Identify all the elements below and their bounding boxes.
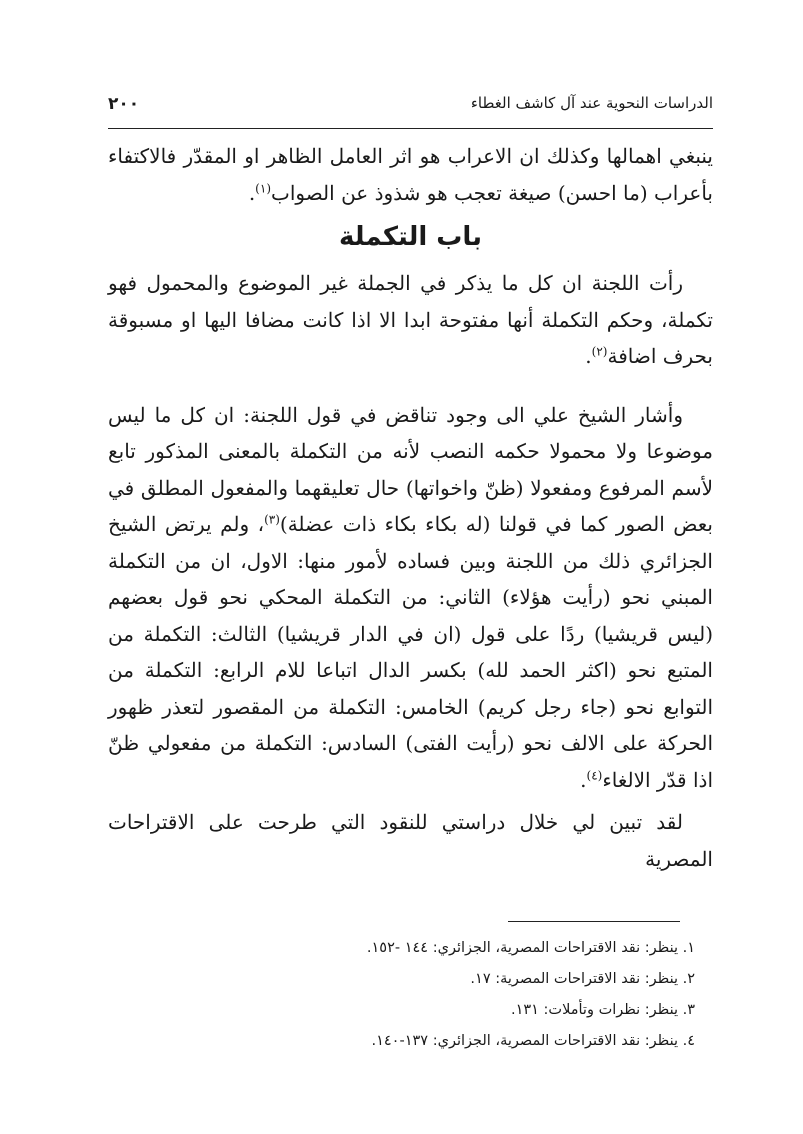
header-rule [108,128,713,129]
paragraph-3-text-b: ، ولم يرتض الشيخ الجزائري ذلك من اللجنة وبين فساده لأمور منها: الاول، ان من التكملة المبني نحو (رأيت هؤلاء) الثاني: من التكملة المحكي نحو قول بعضهم (ليس قريشيا) ردًا على قول (ان في الدار قريشيا) الثالث: التكملة من المتبع نحو (اكثر الحمد لله) بكسر الدال اتباعا للام الرابع: التكملة من التوابع نحو (جاء رجل كريم) الخامس: التكملة من المقصور لتعذر ظهور الحركة على الالف نحو (رأيت الفتى) السادس: التكملة من مفعولي ظنّ اذا قدّر الالغاء [108,512,713,792]
footnote-ref-2: (٢) [591,344,608,359]
body-text [108,138,713,877]
footnote-ref-3: (٣) [264,512,280,527]
paragraph-gap [108,375,713,397]
page-number: ٢٠٠ [108,94,140,114]
paragraph-2-text: رأت اللجنة ان كل ما يذكر في الجملة غير الموضوع والمحمول فهو تكملة، وحكم التكملة أنها مفتوحة ابدا الا اذا كانت مضافا اليها او مسبوقة بحرف اضافة [108,271,713,368]
paragraph-1-end: . [248,180,256,205]
footnote-2: ٢. ينظر: نقد الاقتراحات المصرية: ١٧. [470,971,695,987]
footnote-ref-4: (٤) [586,767,603,782]
paragraph-3 [108,397,713,799]
page-header [108,92,713,122]
paragraph-3-text-a: وأشار الشيخ علي الى وجود تناقض في قول اللجنة: ان كل ما ليس موضوعا ولا محمولا حكمه النصب لأنه من التكملة بالمعنى المذكور تابع لأسم المرفوع ومفعولا (ظنّ واخواتها) حال تعليقهما والمفعول المطلق في بعض الصور كما في قولنا (له بكاء بكاء ذات عضلة) [108,402,714,536]
paragraph-3-end: . [580,767,587,792]
section-heading: باب التكملة [339,222,482,252]
running-title: الدراسات النحوية عند آل كاشف الغطاء [470,94,713,112]
footnote-1: ١. ينظر: نقد الاقتراحات المصرية، الجزائري: ١٤٤ -١٥٢. [366,940,695,956]
paragraph-4-text: لقد تبين لي خلال دراستي للنقود التي طرحت على الاقتراحات المصرية [108,810,713,871]
footnote-ref-1: (١) [255,180,271,195]
paragraph-2-end: . [585,344,592,368]
footnote-4: ٤. ينظر: نقد الاقتراحات المصرية، الجزائري: ١٣٧-١٤٠. [371,1033,695,1049]
paragraph-4 [108,804,713,877]
footnotes [108,933,713,1057]
paragraph-1 [108,138,713,211]
paragraph-1-text: ينبغي اهمالها وكذلك ان الاعراب هو اثر العامل الظاهر او المقدّر فالاكتفاء بأعراب (ما احسن) صيغة تعجب هو شذوذ عن الصواب [108,144,713,205]
footnote-3: ٣. ينظر: نظرات وتأملات: ١٣١. [510,1002,695,1018]
paragraph-2 [108,265,713,375]
footnote-rule [508,921,680,922]
